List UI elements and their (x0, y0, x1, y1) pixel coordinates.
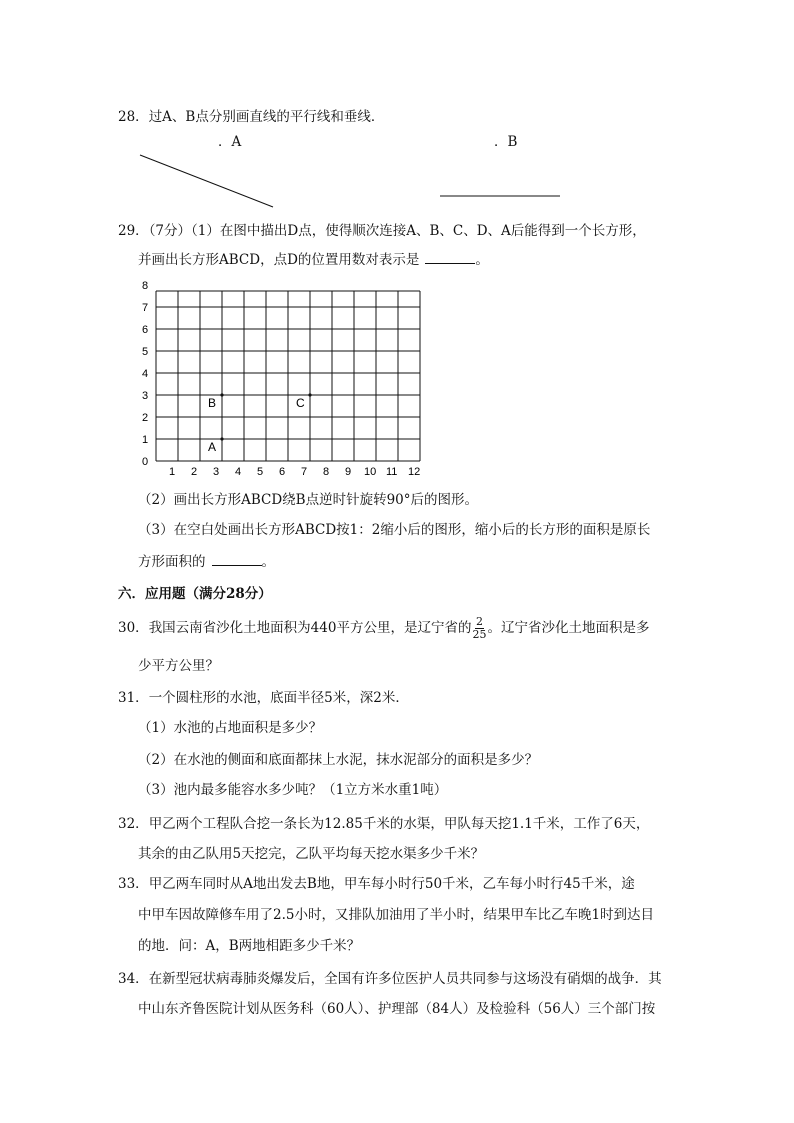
x-tick-label: 6 (279, 466, 286, 478)
q28-lines (0, 0, 794, 220)
answer-blank-d[interactable] (425, 251, 475, 264)
y-tick-label: 6 (142, 324, 149, 336)
q31-sub3: （3）池内最多能容水多少吨？（1立方米水重1吨） (138, 782, 448, 798)
point-b (220, 393, 223, 396)
coordinate-grid (135, 278, 435, 478)
q29-line2: 并画出长方形ABCD，点D的位置用数对表示是 。 (138, 252, 489, 268)
y-tick-label: 4 (142, 368, 149, 380)
q33-line1: 33．甲乙两车同时从A地出发去B地，甲车每小时行50千米，乙车每小时行45千米，途 (118, 876, 635, 892)
y-tick-label: 7 (142, 302, 149, 314)
point-a-label: ．A (218, 134, 242, 150)
x-tick-label: 7 (301, 466, 308, 478)
q33-line2: 中甲车因故障修车用了2.5小时，又排队加油用了半小时，结果甲车比乙车晚1时到达目 (138, 907, 655, 923)
q28-text: 28．过A、B点分别画直线的平行线和垂线． (118, 109, 385, 125)
point-label-c: C (296, 396, 305, 410)
section-title: 六．应用题（满分28分） (118, 586, 272, 602)
answer-blank-area[interactable] (212, 553, 262, 566)
point-c (308, 393, 311, 396)
y-tick-label: 8 (142, 280, 149, 292)
q34-line2: 中山东齐鲁医院计划从医务科（60人）、护理部（84人）及检验科（56人）三个部门按 (138, 1001, 656, 1017)
x-tick-label: 3 (213, 466, 220, 478)
q34-line1: 34．在新型冠状病毒肺炎爆发后，全国有许多位医护人员共同参与这场没有硝烟的战争．其 (118, 971, 662, 987)
x-tick-label: 11 (386, 466, 398, 478)
x-tick-label: 9 (345, 466, 352, 478)
q32-line1: 32．甲乙两个工程队合挖一条长为12.85千米的水渠，甲队每天挖1.1千米，工作了6天， (118, 816, 650, 832)
q29-line1: 29．（7分）（1）在图中描出D点，使得顺次连接A、B、C、D、A后能得到一个长方形， (118, 223, 646, 239)
q30-line1: 30．我国云南省沙化土地面积为440平方公里，是辽宁省的 $\frac{2}{25}$ 。辽宁省沙化土地面积是多 (118, 615, 650, 641)
slanted-line (140, 155, 273, 207)
point-b-label: ．B (494, 134, 518, 150)
point-label-b: B (208, 396, 217, 410)
x-tick-label: 5 (257, 466, 264, 478)
x-tick-label: 4 (235, 466, 242, 478)
q31-text: 31．一个圆柱形的水池，底面半径5米，深2米． (118, 690, 409, 706)
x-tick-label: 12 (408, 466, 421, 478)
y-tick-label: 0 (142, 456, 149, 468)
q32-line2: 其余的由乙队用5天挖完，乙队平均每天挖水渠多少千米？ (138, 846, 485, 862)
q31-sub2: （2）在水池的侧面和底面都抹上水泥，抹水泥部分的面积是多少？ (138, 752, 539, 768)
x-tick-label: 8 (323, 466, 330, 478)
y-tick-label: 1 (142, 434, 149, 446)
point-label-a: A (208, 440, 217, 454)
y-tick-label: 3 (142, 390, 149, 402)
q29-sub3-line2: 方形面积的 。 (138, 554, 275, 570)
q31-sub1: （1）水池的占地面积是多少？ (138, 720, 323, 736)
q29-sub2: （2）画出长方形ABCD绕B点逆时针旋转90°后的图形。 (138, 492, 479, 508)
q29-sub3-line1: （3）在空白处画出长方形ABCD按1：2缩小后的图形，缩小后的长方形的面积是原长 (138, 522, 651, 538)
x-tick-label: 1 (169, 466, 176, 478)
point-a (220, 437, 223, 440)
x-tick-label: 2 (191, 466, 198, 478)
x-tick-label: 10 (364, 466, 377, 478)
fraction: $\frac{2}{25}$ (472, 615, 487, 641)
q33-line3: 的地．问：A，B两地相距多少千米？ (138, 938, 361, 954)
y-tick-label: 5 (142, 346, 149, 358)
y-tick-label: 2 (142, 412, 149, 424)
q30-line2: 少平方公里？ (138, 658, 219, 674)
